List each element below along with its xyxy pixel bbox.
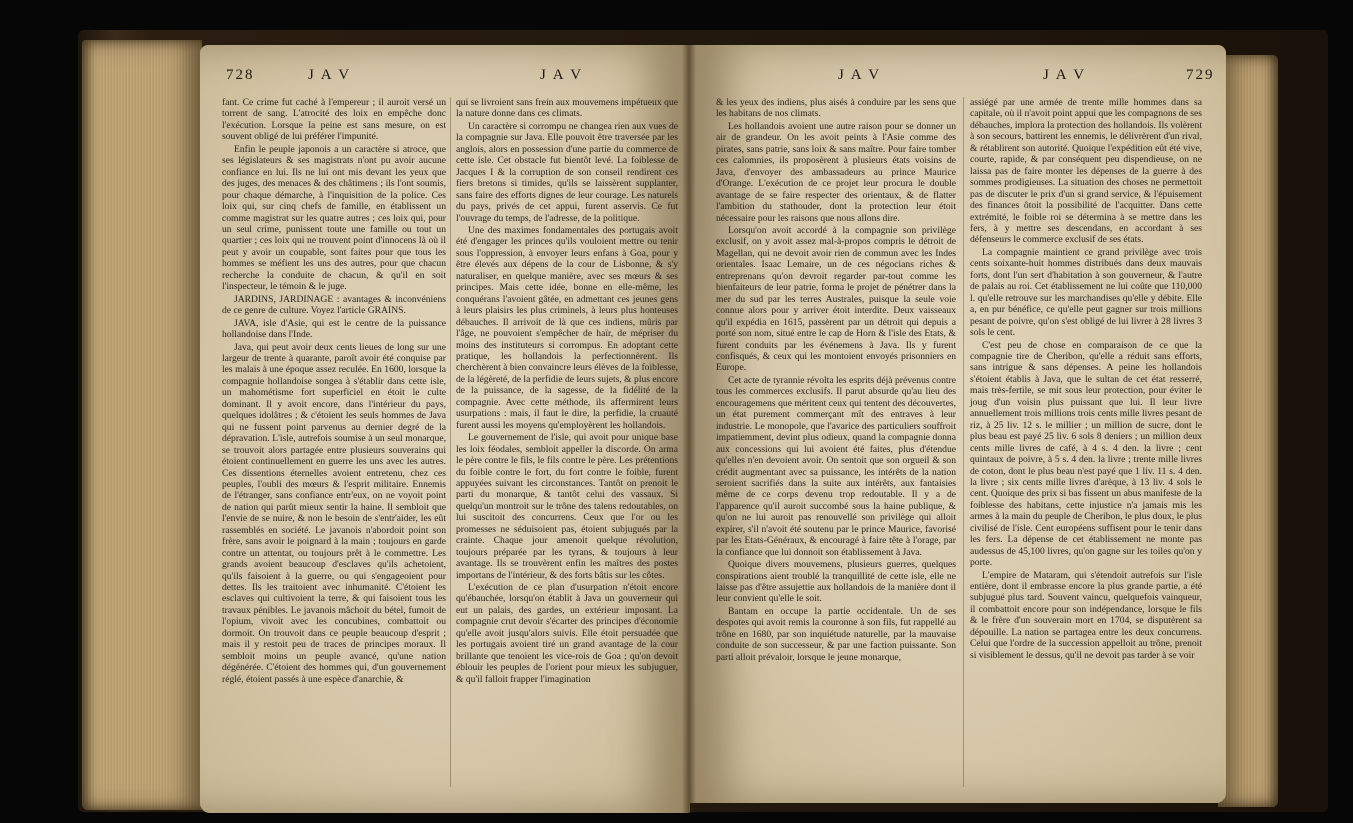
paragraph: JAVA, isle d'Asie, qui est le centre de la puissance hollandoise dans l'Inde.: [222, 317, 446, 341]
left-page: [200, 45, 690, 813]
right-page: [688, 45, 1226, 803]
paragraph: L'empire de Mataram, qui s'étendoit autrefois sur l'isle entière, dont il embrasse encore la plus grande partie, a été subjugué plus tard. Souvent vaincu, quelquefois vainqueur, il combattoit encore pour son indépendance, lorsque le fils & le frère d'un souverain mort en 1704, se disputèrent sa dépouille. La nation se partagea entre les deux concurrens. Celui que l'ordre de la succession appelloit au trône, prenoit si visiblement le dessus, qu'il ne devoit pas tarder à se voir: [970, 569, 1202, 661]
paragraph: Lorsqu'on avoit accordé à la compagnie son privilège exclusif, on y avoit assez mal-à-propos compris le détroit de Magellan, qui ne devoit avoir rien de commun avec les Indes orientales. Isaac Lemaire, un de ces négocians riches & entreprenans qu'on devroit regarder par-tout comme les bienfaiteurs de leur patrie, forma le projet de pénétrer dans la mer du sud par les terres Australes, puisque la seule voie connue alors pour y arriver étoit interdite. Deux vaisseaux qu'il expédia en 1615, passèrent par un détroit qui depuis a porté son nom, situé entre le cap de Horn & l'isle des Etats, & furent conduits par les événemens à Java. Ils y furent confisqués, & ceux qui les montoient envoyés prisonniers en Europe.: [716, 224, 956, 374]
paragraph: C'est peu de chose en comparaison de ce que la compagnie tire de Cheribon, qu'elle a réduit sans efforts, sans intrigue & sans dépenses. A peine les hollandois s'étoient établis à Java, que le sultan de cet état resserré, mais très-fertile, se mit sous leur protection, pour éviter le joug d'un voisin plus puissant que lui. Il leur livre annuellement trois millions trois cents mille livres pesant de riz, à 25 liv. 12 s. le millier ; un million de sucre, dont le plus beau est payé 25 liv. 6 sols 8 deniers ; un million deux cents mille livres de café, à 4 s. 4 den. la livre ; cent quintaux de poivre, à 5 s. 4 den. la livre ; trente mille livres de coton, dont le plus beau n'est payé que 1 liv. 11 s. 4 den. la livre ; six cents mille livres d'arèque, à 13 liv. 4 sols le cent. Quoique des prix si bas fissent un abus manifeste de la foiblesse des habitans, cette injustice n'a jamais mis les armes à la main du peuple de Cheribon, le plus doux, le plus civilisé de l'isle. Cent européens suffisent pour le tenir dans les fers. La dépense de cet établissement ne monte pas audessus de 45,100 livres, qu'on gagne sur les toiles qu'on y porte.: [970, 339, 1202, 569]
paragraph: La compagnie maintient ce grand privilège avec trois cents soixante-huit hommes distribués dans deux mauvais forts, dont l'un sert d'habitation à son gouverneur, & l'autre de palais au roi. Cet établissement ne lui coûte que 110,000 l. qu'elle retrouve sur les marchandises qu'elle y débite. Elle a, en pur bénéfice, ce qu'elle peut gagner sur trois millions pesant de poivre, qu'on s'est obligé de lui livrer à 28 livres 3 sols le cent.: [970, 246, 1202, 339]
paragraph: Les hollandois avoient une autre raison pour se donner un air de grandeur. On les avoit peints à l'Asie comme des pirates, sans patrie, sans loix & sans maître. Pour faire tomber ces calomnies, ils proposèrent à plusieurs états voisins de Java, d'envoyer des ambassadeurs au prince Maurice d'Orange. L'exécution de ce projet leur procura le double avantage de se faire respecter des orientaux, & de flatter l'ambition du stathouder, dont la protection leur étoit nécessaire pour les raisons que nous allons dire.: [716, 120, 956, 224]
paragraph: Cet acte de tyrannie révolta les esprits déjà prévenus contre tous les commerces exclusifs. Il parut absurde qu'au lieu des encouragemens que méritent ceux qui tentent des découvertes, un état purement commerçant mît des entraves à leur industrie. Le monopole, que l'avarice des particuliers souffroit impatiemment, devint plus odieux, quand la compagnie donna aux concessions qui lui avoient été faites, plus d'étendue qu'elles n'en devoient avoir. On sentoit que son orgueil & son crédit augmentant avec sa puissance, les intérêts de la nation seroient sacrifiés dans la suite aux intérêts, aux fantaisies même de ce corps devenu trop redoutable. Il y a de l'apparence qu'il auroit succombé sous la haine publique, & qu'on ne lui auroit pas renouvellé son privilège qui alloit expirer, s'il n'avoit été soutenu par le prince Maurice, favorisé par les Etats-Généraux, & encouragé à faire tête à l'orage, par la confiance que lui donnoit son établissement à Java.: [716, 374, 956, 558]
right-column-1: [716, 97, 956, 664]
paragraph: fant. Ce crime fut caché à l'empereur ; il auroit versé un torrent de sang. L'atrocité des loix en empêche donc l'exécution. Lorsque la peine est sans mesure, on est souvent obligé de lui préférer l'impunité.: [222, 97, 446, 143]
paragraph: L'exécution de ce plan d'usurpation n'étoit encore qu'ébauchée, lorsqu'on établit à Java un gouverneur qui eut un palais, des gardes, un extérieur imposant. La compagnie crut devoir s'écarter des principes d'économie qu'elle avoit jusqu'alors suivis. Elle étoit persuadée que les portugais avoient tiré un grand avantage de la cour brillante que tenoient les vice-rois de Goa ; qu'on devoit éblouir les peuples de l'orient pour mieux les subjuguer, & qu'il falloit frapper l'imagination: [456, 582, 678, 685]
book-gutter: [682, 45, 696, 813]
paragraph: Une des maximes fondamentales des portugais avoit été d'engager les princes qu'ils vouloient mettre ou tenir sous l'oppression, à envoyer leurs enfans à Goa, pour y être élevés aux dépens de la cour de Lisbonne, & s'y naturaliser, en quelque manière, avec ses mœurs & ses principes. Mais cette idée, bonne en elle-même, les conquérans l'avoient gâtée, en admettant ces jeunes gens à leurs plaisirs les plus criminels, à leurs plus honteuses débauches. Il arrivoit de là que ces indiens, mûris par l'âge, ne pouvoient s'empêcher de haïr, de mépriser du moins des instituteurs si corrompus. En adoptant cette pratique, les hollandois la perfectionnèrent. Ils cherchèrent à bien convaincre leurs élèves de la foiblesse, de la légèreté, de la perfidie de leurs sujets, & plus encore de la puissance, de la sagesse, de la fidélité de la compagnie. Avec cette méthode, ils affermirent leurs usurpations : mais, il faut le dire, la perfidie, la cruauté furent aussi les moyens qu'employèrent les hollandois.: [456, 224, 678, 431]
paragraph: Bantam en occupe la partie occidentale. Un de ses despotes qui avoit remis la couronne à son fils, fut rappellé au trône en 1680, par son inquiétude naturelle, par la mauvaise conduite de son successeur, & par une faction puissante. Son parti alloit prévaloir, lorsque le jeune monarque,: [716, 605, 956, 663]
paragraph: Le gouvernement de l'isle, qui avoit pour unique base les loix féodales, sembloit appeller la discorde. On arma le père contre le fils, le fils contre le père. Les prétentions du foible contre le fort, du fort contre le foible, furent appuyées suivant les circonstances. Tantôt on prenoit le parti du monarque, & tantôt celui des vassaux. Si quelqu'un montroit sur le trône des talens redoutables, on lui suscitoit des concurrens. Ceux que l'or ou les promesses ne séduisoient pas, étoient subjugués par la crainte. Chaque jour amenoit quelque révolution, toujours préparée par les tyrans, & toujours à leur avantage. Ils se trouvèrent enfin les maîtres des postes importans de l'intérieur, & des forts bâtis sur les côtes.: [456, 432, 678, 581]
paragraph: assiégé par une armée de trente mille hommes dans sa capitale, où il n'avoit point appui que les compagnons de ses débauches, implora la protection des hollandois. Ils volèrent à son secours, battirent les ennemis, le délivrèrent d'un rival, & rétablirent son autorité. Quoique l'expédition eût été vive, courte, rapide, & par conséquent peu dispendieuse, on ne laissa pas de faire monter les dépenses de la guerre à des sommes prodigieuses. La situation des choses ne permettoit pas de discuter le prix d'un si grand service, & l'épuisement des finances ôtoit la possibilité de l'acquitter. Dans cette extrémité, le foible roi se détermina à se mettre dans les fers, à y mettre ses descendans, en accordant à ses défenseurs le commerce exclusif de ses états.: [970, 97, 1202, 246]
paragraph: JARDINS, JARDINAGE : avantages & inconvéniens de ce genre de culture. Voyez l'article GRAINS.: [222, 293, 446, 317]
right-column-2: [970, 97, 1202, 662]
page-edges-right: [1218, 55, 1278, 807]
left-running-head-2: J A V: [540, 67, 584, 83]
left-running-head-1: J A V: [308, 67, 352, 83]
right-column-rule: [963, 97, 964, 787]
left-page-number: 728: [226, 67, 255, 83]
left-column-2: [456, 97, 678, 686]
paragraph: Enfin le peuple japonois a un caractère si atroce, que ses législateurs & ses magistrats n'ont pu avoir aucune confiance en lui. Ils ne lui ont mis devant les yeux que des juges, des menaces & des châtimens ; ils l'ont soumis, pour chaque démarche, à l'inquisition de la police. Ces loix qui, sur cinq chefs de famille, en établissent un comme magistrat sur les quatre autres ; ces loix qui, pour un seul crime, punissent toute une famille ou tout un quartier ; ces loix qui ne trouvent point d'innocens là où il peut y avoir un coupable, sont faites pour que tous les hommes se méfient les uns des autres, pour que chacun recherche la conduite de chacun, & qu'il en soit l'inspecteur, le témoin & le juge.: [222, 143, 446, 293]
right-running-head-1: J A V: [838, 67, 882, 83]
paragraph: Quoique divers mouvemens, plusieurs guerres, quelques conspirations aient troublé la tranquillité de cette isle, elle ne laisse pas d'être assujettie aux hollandois de la manière dont il leur convient qu'elle le soit.: [716, 559, 956, 605]
paragraph: Un caractère si corrompu ne changea rien aux vues de la compagnie sur Java. Elle pouvoit être traversée par les anglois, alors en possession d'une partie du commerce de cette isle. Cet obstacle fut bientôt levé. La foiblesse de Jacques I & la corruption de son conseil rendirent ces fiers bretons si timides, qu'ils se laissèrent supplanter, sans faire des efforts dignes de leur courage. Les naturels du pays, privés de cet appui, furent asservis. Ce fut l'ouvrage du temps, de l'adresse, de la politique.: [456, 120, 678, 224]
left-column-1: [222, 97, 446, 686]
right-page-number: 729: [1186, 67, 1215, 83]
paragraph: & les yeux des indiens, plus aisés à conduire par les sens que les habitans de nos climats.: [716, 97, 956, 120]
right-running-head-2: J A V: [1043, 67, 1087, 83]
paragraph: qui se livroient sans frein aux mouvemens impétueux que la nature donne dans ces climats.: [456, 97, 678, 120]
paragraph: Java, qui peut avoir deux cents lieues de long sur une largeur de trente à quarante, paroît avoir été conquise par les malais à une époque assez reculée. En 1600, lorsque la compagnie hollandoise songea à s'établir dans cette isle, un mahométisme fort superficiel en étoit le culte dominant. Il y avoit encore, dans l'intérieur du pays, quelques idolâtres ; & c'étoient les seuls hommes de Java qui ne fussent point parvenus au dernier degré de la dépravation. L'isle, autrefois soumise à un seul monarque, se trouvoit alors partagée entre plusieurs souverains qui étoient continuellement en guerre les uns avec les autres. Ces dissentions éternelles avoient entretenu, chez ces peuples, l'oubli des mœurs & l'esprit militaire. Ennemis de l'étranger, sans confiance entr'eux, on ne voyoit point de nation qui parût mieux sentir la haine. Il sembloit que l'envie de se nuire, & non le besoin de s'entr'aider, les eût rassemblés en société. Le javanois n'abordoit point son frère, sans avoir le poignard à la main ; toujours en garde contre un attentat, ou toujours prêt à le commettre. Les grands avoient beaucoup d'esclaves qu'ils achetoient, qu'ils faisoient à la guerre, ou qui s'engageoient pour dettes. Ils les traitoient avec inhumanité. C'étoient les esclaves qui cultivoient la terre, & qui faisoient tous les travaux pénibles. Le javanois mâchoit du bétel, fumoit de l'opium, vivoit avec les concubines, combattoit ou dormoit. On trouvoit dans ce peuple beaucoup d'esprit ; mais il y restoit peu de traces de principes moraux. Il sembloit moins un peuple avancé, qu'une nation dégénérée. C'étoient des hommes qui, d'un gouvernement réglé, étoient passés à une espèce d'anarchie, &: [222, 341, 446, 685]
left-column-rule: [450, 97, 451, 787]
page-edges-left: [82, 40, 202, 810]
